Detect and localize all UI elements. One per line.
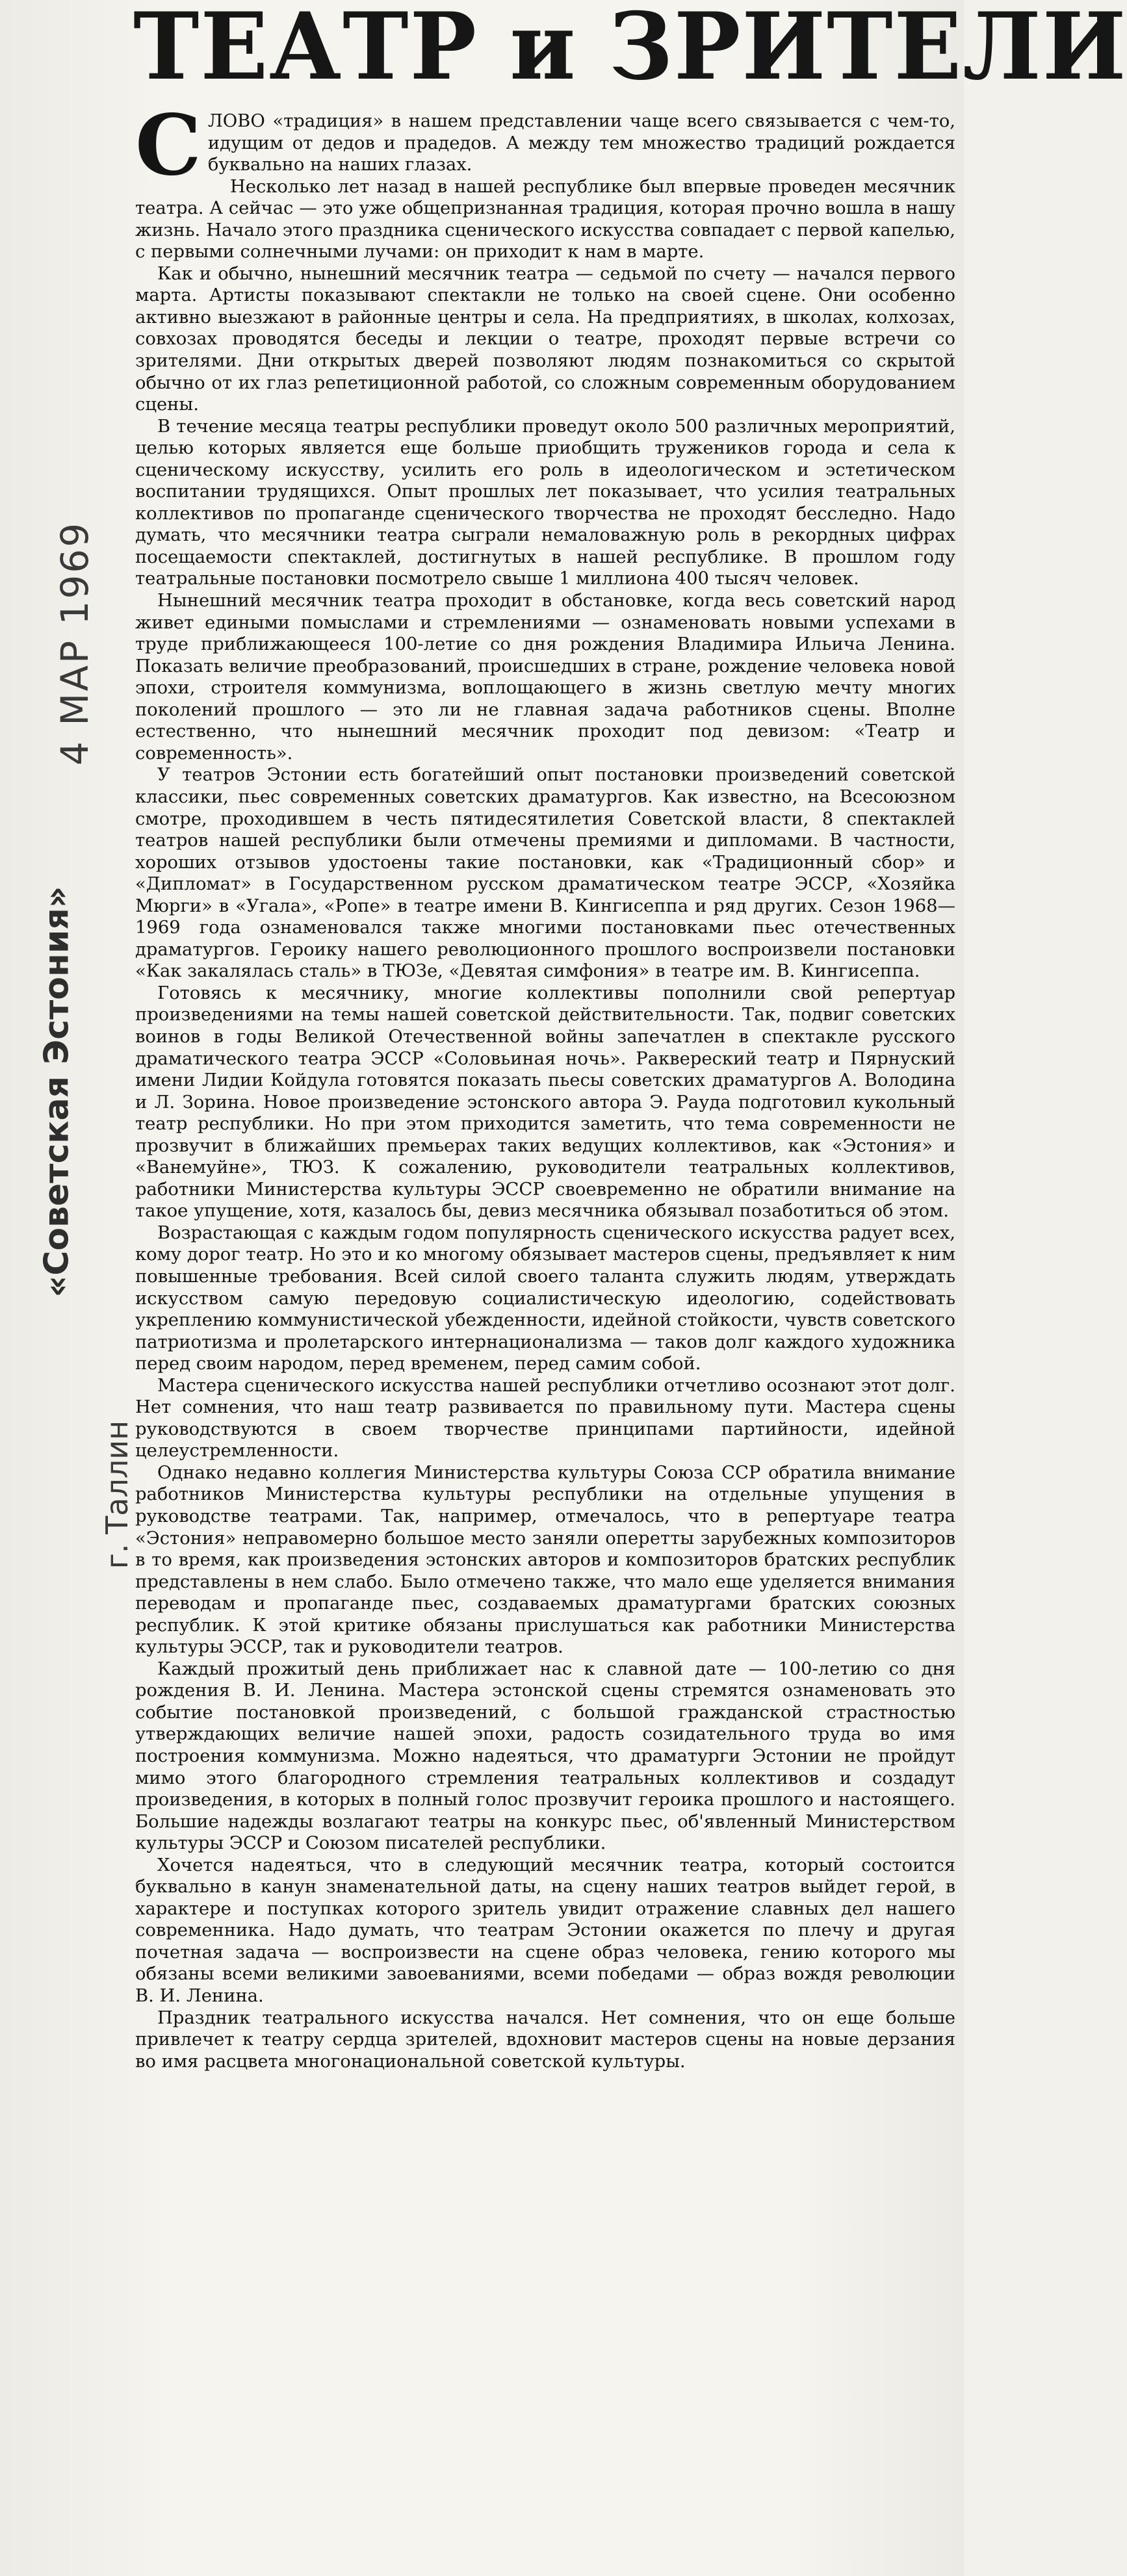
article-paragraph: Праздник театрального искусства начался. Нет сомнения, что он еще больше привлечет к театру сердца зрителей, вдохновит мастеров сцены на новые дерзания во имя расцвета многонациональной советской культуры. xyxy=(135,2007,955,2072)
article-paragraph: В течение месяца театры республики проведут около 500 различных мероприятий, целью которых является еще больше приобщить тружеников города и села к сценическому искусству, усилить его роль в идеологическом и эстетическом воспитании трудящихся. Опыт прошлых лет показывает, что усилия театральных коллективов по пропаганде сценического творчества не проходят бесследно. Надо думать, что месячники театра сыграли немаловажную роль в рекордных цифрах посещаемости спектаклей, достигнутых в нашей республике. В прошлом году театральные постановки посмотрело свыше 1 миллиона 400 тысяч человек. xyxy=(135,416,955,589)
stamp-date xyxy=(39,507,110,780)
article-paragraph: Как и обычно, нынешний месячник театра — седьмой по счету — начался первого марта. Артисты показывают спектакли не только на своей сцене. Они особенно активно выезжают в районные центры и села. На предприятиях, в школах, колхозах, совхозах проводятся беседы и лекции о театре, проходят первые встречи со зрителями. Дни открытых дверей позволяют людям познакомиться со скрытой обычно от их глаз репетиционной работой, со сложным современным оборудованием сцены. xyxy=(135,263,955,415)
article-paragraph: У театров Эстонии есть богатейший опыт постановки произведений советской классики, пьес современных советских драматургов. Как известно, на Всесоюзном смотре, проходившем в честь пятидесятилетия Советской власти, 8 спектаклей театров нашей республики были отмечены премиями и дипломами. В частности, хороших отзывов удостоены такие постановки, как «Традиционный сбор» и «Дипломат» в Государственном русском драматическом театре ЭССР, «Хозяйка Мюрги» в «Угала», «Ропе» в театре имени В. Кингисеппа и ряд других. Сезон 1968—1969 года ознаменовался также многими постановками пьес отечественных драматургов. Героику нашего революционного прошлого воспроизвели постановки «Как закалялась сталь» в ТЮЗе, «Девятая симфония» в театре им. В. Кингисеппа. xyxy=(135,765,955,982)
stamp-city-text: г. Таллин xyxy=(99,1420,135,1569)
stamp-city xyxy=(94,1365,140,1625)
article-paragraph: Однако недавно коллегия Министерства культуры Союза ССР обратила внимание работников Министерства культуры республики на отдельные упущения в руководстве театрами. Так, например, отмечалось, что в репертуаре театра «Эстония» неправомерно большое место заняли оперетты зарубежных композиторов в то время, как произведения эстонских авторов и композиторов братских республик представлены в нем слабо. Было отмечено также, что мало еще уделяется внимания переводам и пропаганде пьес, создаваемых драматургами братских союзных республик. К этой критике обязаны прислушаться как работники Министерства культуры ЭССР, так и руководители театров. xyxy=(135,1462,955,1658)
stamp-date-text: 4 МАР 1969 xyxy=(53,521,97,766)
headline: ТЕАТР и ЗРИТЕЛИ xyxy=(133,0,1127,101)
article-paragraph: Мастера сценического искусства нашей республики отчетливо осознают этот долг. Нет сомнения, что наш театр развивается по правильному пути. Мастера сцены руководствуются в своем творчестве принципами партийности, идейной целеустремленности. xyxy=(135,1375,955,1462)
archive-stamp xyxy=(26,507,135,1569)
article-paragraph xyxy=(135,97,955,194)
article-paragraph: Хочется надеяться, что в следующий месячник театра, который состоится буквально в канун знаменательной даты, на сцену наших театров выйдет герой, в характере и поступках которого зритель увидит отражение славных дел нашего современника. Надо думать, что театрам Эстонии окажется по плечу и другая почетная задача — воспроизвести на сцене образ человека, гению которого мы обязаны всеми великими завоеваниями, всеми победами — образ вождя революции В. И. Ленина. xyxy=(135,1855,955,2007)
article-paragraph: Нынешний месячник театра проходит в обстановке, когда весь советский народ живет едиными помыслами и стремлениями — ознаменовать новыми успехами в труде приближающееся 100-летие со дня рождения Владимира Ильича Ленина. Показать величие преобразований, происшедших в стране, рождение человека новой эпохи, строителя коммунизма, воплощающего в жизнь светлую мечту многих поколений прошлого — это ли не главная задача работников сцены. Вполне естественно, что нынешний месячник проходит под девизом: «Театр и современность». xyxy=(135,591,955,764)
paragraph-text: ЛОВО «традиция» в нашем представлении чаще всего связывается с чем-то, идущим от дедов и прадедов. А между тем множество традиций рождается буквально на наших глазах. xyxy=(207,111,955,175)
article-body xyxy=(135,97,955,2567)
stamp-newspaper-text: «Советская Эстония» xyxy=(37,886,77,1298)
article-paragraph: Возрастающая с каждым годом популярность сценического искусства радует всех, кому дорог театр. Но это и ко многому обязывает мастеров сцены, предъявляет к ним повышенные требования. Всей силой своего таланта служить людям, утверждать искусством самую передовую социалистическую идеологию, содействовать укреплению коммунистической убежденности, идейной стойкости, чувств советского патриотизма и пролетарского интернационализма — таков долг каждого художника перед своим народом, перед временем, перед самим собой. xyxy=(135,1222,955,1374)
stamp-newspaper xyxy=(26,832,88,1352)
dropcap: С xyxy=(135,97,201,194)
article-paragraph: Готовясь к месячнику, многие коллективы пополнили свой репертуар произведениями на темы нашей советской действительности. Так, подвиг советских воинов в годы Великой Отечественной войны запечатлен в спектакле русского драматического театра ЭССР «Соловьиная ночь». Раквереский театр и Пярнуский имени Лидии Койдула готовятся показать пьесы советских драматургов А. Володина и Л. Зорина. Новое произведение эстонского автора Э. Рауда подготовил кукольный театр республики. Но при этом приходится заметить, что тема современности не прозвучит в ближайших премьерах таких ведущих коллективов, как «Эстония» и «Ванемуйне», ТЮЗ. К сожалению, руководители театральных коллективов, работники Министерства культуры ЭССР своевременно не обратили внимание на такое упущение, хотя, казалось бы, девиз месячника обязывал позаботиться об этом. xyxy=(135,983,955,1222)
article-paragraph: Несколько лет назад в нашей республике был впервые проведен месячник театра. А сейчас — это уже общепризнанная традиция, которая прочно вошла в нашу жизнь. Начало этого праздника сценического искусства совпадает с первой капелью, с первыми солнечными лучами: он приходит к нам в марте. xyxy=(135,176,955,263)
article-paragraph: Каждый прожитый день приближает нас к славной дате — 100-летию со дня рождения В. И. Ленина. Мастера эстонской сцены стремятся ознаменовать это событие постановкой произведений, с большой гражданской страстностью утверждающих величие нашей эпохи, радость созидательного труда во имя построения коммунизма. Можно надеяться, что драматурги Эстонии не пройдут мимо этого благородного стремления театральных коллективов и создадут произведения, в которых в полный голос прозвучит героика прошлого и настоящего. Большие надежды возлагают театры на конкурс пьес, об'явленный Министерством культуры ЭССР и Союзом писателей республики. xyxy=(135,1658,955,1854)
